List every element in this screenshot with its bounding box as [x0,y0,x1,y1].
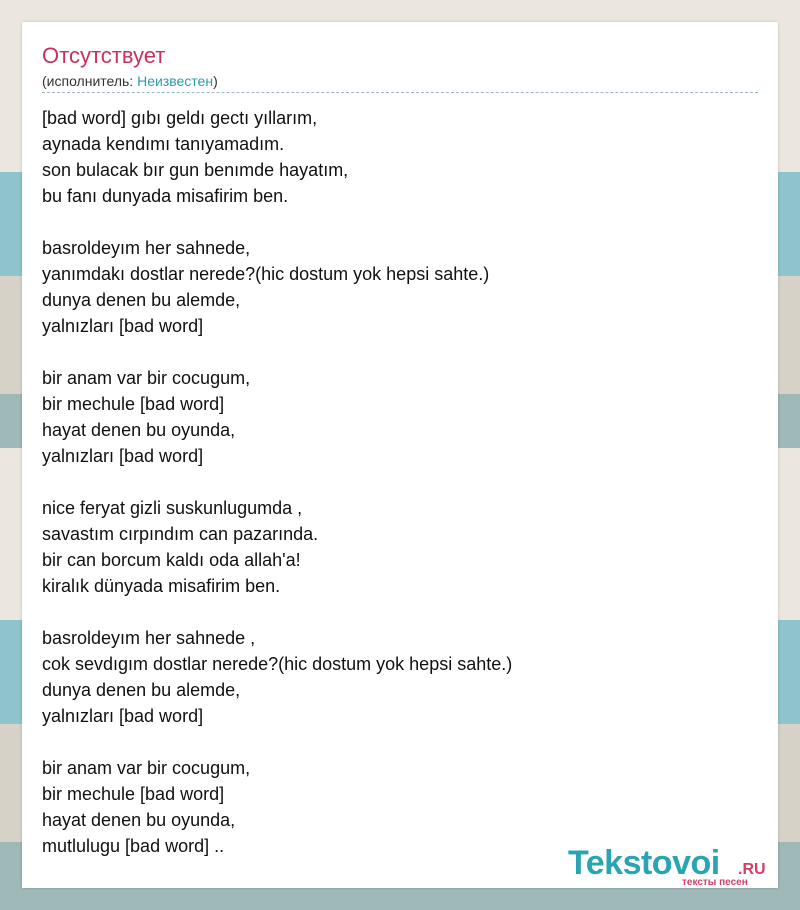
lyric-line [42,209,758,235]
lyric-line: bir mechule [bad word] [42,784,225,804]
lyric-line: hayat denen bu oyunda, [42,420,236,440]
lyric-line [42,729,758,755]
lyric-line: yalnızları [bad word] [42,316,204,336]
lyric-line: nice feryat gizli suskunlugumda , [42,498,303,518]
logo-wordmark: Tekstovoi [568,844,720,882]
title-divider [42,92,758,93]
artist-suffix: ) [213,73,218,89]
lyric-line: dunya denen bu alemde, [42,290,241,310]
lyric-line: yalnızları [bad word] [42,706,204,726]
lyric-line: son bulacak bır gun benımde hayatım, [42,160,349,180]
lyric-line: bu fanı dunyada misafirim ben. [42,186,289,206]
lyric-line: bir anam var bir cocugum, [42,758,251,778]
lyric-line: aynada kendımı tanıyamadım. [42,134,285,154]
lyric-line: savastım cırpındım can pazarında. [42,524,319,544]
lyric-line: yalnızları [bad word] [42,446,204,466]
lyric-line: bir can borcum kaldı oda allah'a! [42,550,301,570]
lyrics-card [22,22,778,888]
lyric-line: dunya denen bu alemde, [42,680,241,700]
song-title: Отсутствует [42,43,166,68]
logo-domain: .RU [738,861,766,878]
artist-line [42,73,218,89]
lyric-line [42,469,758,495]
site-logo[interactable] [568,845,778,889]
artist-link[interactable]: Неизвестен [137,73,214,89]
lyric-line: cok sevdıgım dostlar nerede?(hic dostum yok hepsi sahte.) [42,654,513,674]
logo-tagline: тексты песен [682,877,748,888]
lyric-line: yanımdakı dostlar nerede?(hic dostum yok hepsi sahte.) [42,264,490,284]
lyric-line: mutlulugu [bad word] .. [42,836,225,856]
lyric-line [42,599,758,625]
lyric-line: hayat denen bu oyunda, [42,810,236,830]
lyric-line: kiralık dünyada misafirim ben. [42,576,281,596]
lyric-line: [bad word] gıbı geldı gectı yıllarım, [42,108,318,128]
lyric-line: bir mechule [bad word] [42,394,225,414]
lyrics-text [42,105,758,859]
lyric-line [42,339,758,365]
lyric-line: basroldeyım her sahnede, [42,238,251,258]
lyric-line: bir anam var bir cocugum, [42,368,251,388]
lyric-line: basroldeyım her sahnede , [42,628,256,648]
artist-prefix: (исполнитель: [42,73,138,89]
